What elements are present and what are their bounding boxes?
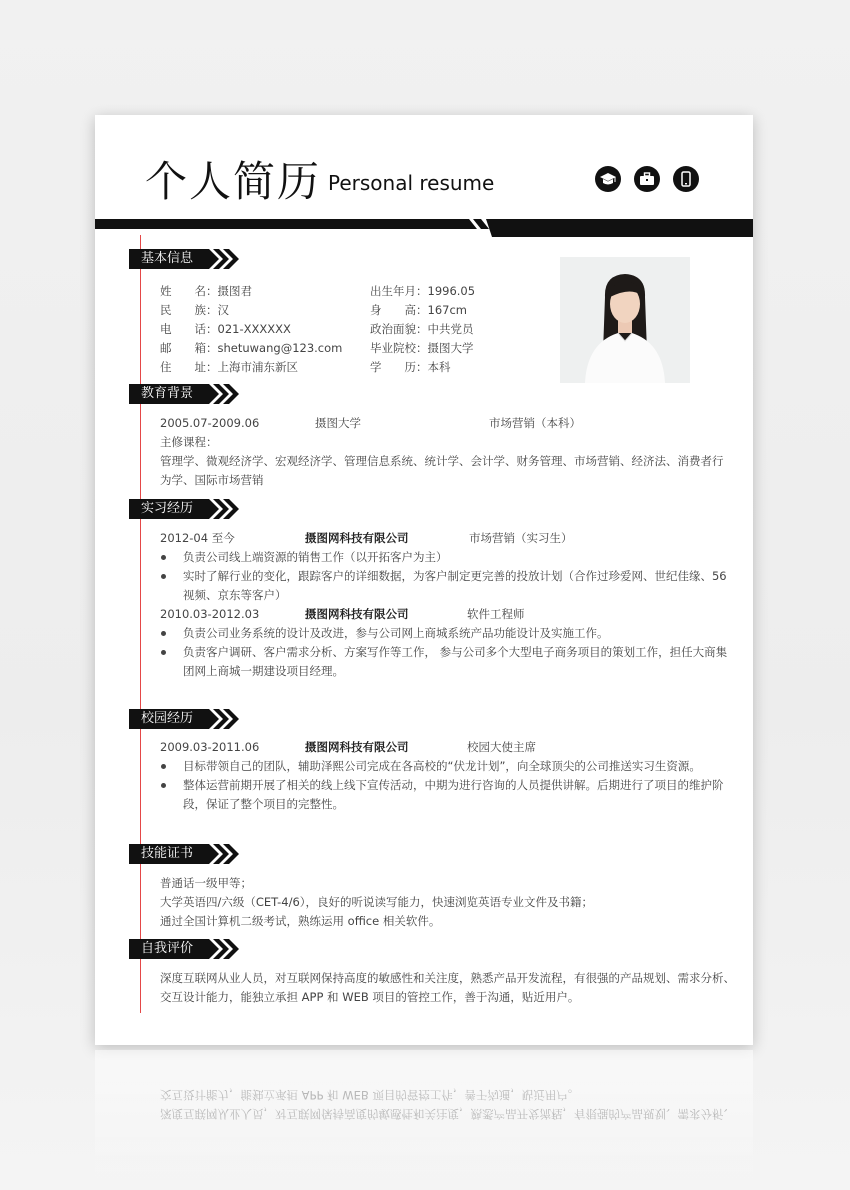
job2-bullet2-line2: 团网上商城一期建设项目经理。 [183,664,344,678]
resume-title-cn: 个人简历 [145,157,322,206]
section-title: 自我评价 [141,941,194,956]
info-degree: 学 历：本科 [370,360,451,374]
campus-bullet2-line2: 段，保证了整个项目的完整性。 [183,797,344,811]
profile-photo [560,257,690,383]
section-basic-info-header [129,249,239,269]
section-campus-header [129,709,239,729]
info-ethnicity: 民 族：汉 [160,303,229,317]
job2-bullet2-line1: 负责客户调研、客户需求分析、方案写作等工作， 参与公司多个大型电子商务项目的策划工作，担任大商集 [183,645,728,659]
edu-major: 市场营销（本科） [489,416,581,430]
skill-line2: 大学英语四/六级（CET-4/6），良好的听说读写能力，快速浏览英语专业文件及书籍； [160,895,594,909]
section-title: 技能证书 [141,846,194,861]
resume-title-en: Personal resume [328,171,495,195]
section-self-eval-header [129,939,239,959]
section-education-header [129,384,239,404]
bullet-dot [161,574,166,579]
section-title: 基本信息 [141,251,194,266]
skill-line3: 通过全国计算机二级考试，熟练运用 office 相关软件。 [160,914,441,928]
self-eval-line2: 交互设计能力，能独立承担 APP 和 WEB 项目的管控工作，善于沟通，贴近用户。 [160,990,580,1004]
bullet-dot [161,555,166,560]
job1-bullet2-line1: 实时了解行业的变化，跟踪客户的详细数据，为客户制定更完善的投放计划（合作过珍爱网、世纪佳缘、56 [183,569,727,583]
section-title: 教育背景 [141,386,194,401]
info-email: 邮 箱：shetuwang@123.com [160,341,343,355]
reflection-text: 深度互联网从业人员，对互联网保持高度的敏感性和关注度，熟悉产品开发流程，有很强的产品规划、需求分析、 交互设计能力，能独立承担 APP 和 WEB 项目的管控工作，善于沟通，贴近用户。 [160,1088,735,1121]
bullet-dot [161,650,166,655]
info-address: 住 址：上海市浦东新区 [160,360,298,374]
briefcase-icon [634,166,660,192]
campus-period: 2009.03-2011.06 [160,740,260,754]
header-icons [595,166,699,192]
section-skills-header [129,844,239,864]
edu-period: 2005.07-2009.06 [160,416,260,430]
job1-bullet1: 负责公司线上端资源的销售工作（以开拓客户为主） [183,550,448,564]
info-name: 姓 名：摄图君 [160,284,252,298]
job1-role: 市场营销（实习生） [469,531,573,545]
section-internship-header [129,499,239,519]
skill-line1: 普通话一级甲等； [160,876,252,890]
job1-company: 摄图网科技有限公司 [305,531,409,545]
section-title: 校园经历 [141,711,194,726]
edu-courses-label: 主修课程： [160,435,218,449]
header-banner [95,219,753,237]
campus-bullet2-line1: 整体运营前期开展了相关的线上线下宣传活动，中期为进行咨询的人员提供讲解。后期进行了项目的维护阶 [183,778,724,792]
section-title: 实习经历 [141,501,194,516]
bullet-dot [161,783,166,788]
page-reflection [95,1050,753,1190]
info-phone: 电 话：021-XXXXXX [160,322,291,336]
edu-courses-line2: 为学、国际市场营销 [160,473,264,487]
job2-period: 2010.03-2012.03 [160,607,260,621]
info-school: 毕业院校：摄图大学 [370,341,474,355]
job1-bullet2-line2: 视频、京东等客户） [183,588,287,602]
job2-bullet1: 负责公司业务系统的设计及改进，参与公司网上商城系统产品功能设计及实施工作。 [183,626,609,640]
info-political: 政治面貌：中共党员 [370,322,474,336]
resume-page [95,115,753,1045]
phone-icon [673,166,699,192]
graduation-cap-icon [595,166,621,192]
edu-courses-line1: 管理学、微观经济学、宏观经济学、管理信息系统、统计学、会计学、财务管理、市场营销、经济法、消费者行 [160,454,724,468]
bullet-dot [161,764,166,769]
campus-role: 校园大使主席 [467,740,536,754]
edu-school: 摄图大学 [315,416,361,430]
job2-role: 软件工程师 [467,607,525,621]
campus-bullet1: 目标带领自己的团队，辅助泽熙公司完成在各高校的“伏龙计划”，向全球顶尖的公司推送实习生资源。 [183,759,701,773]
info-height: 身 高：167cm [370,303,467,317]
self-eval-line1: 深度互联网从业人员，对互联网保持高度的敏感性和关注度，熟悉产品开发流程，有很强的产品规划、需求分析、 [160,971,735,985]
job1-period: 2012-04 至今 [160,531,235,545]
bullet-dot [161,631,166,636]
campus-company: 摄图网科技有限公司 [305,740,409,754]
timeline-line [140,235,141,1013]
job2-company: 摄图网科技有限公司 [305,607,409,621]
info-birth: 出生年月：1996.05 [370,284,476,298]
